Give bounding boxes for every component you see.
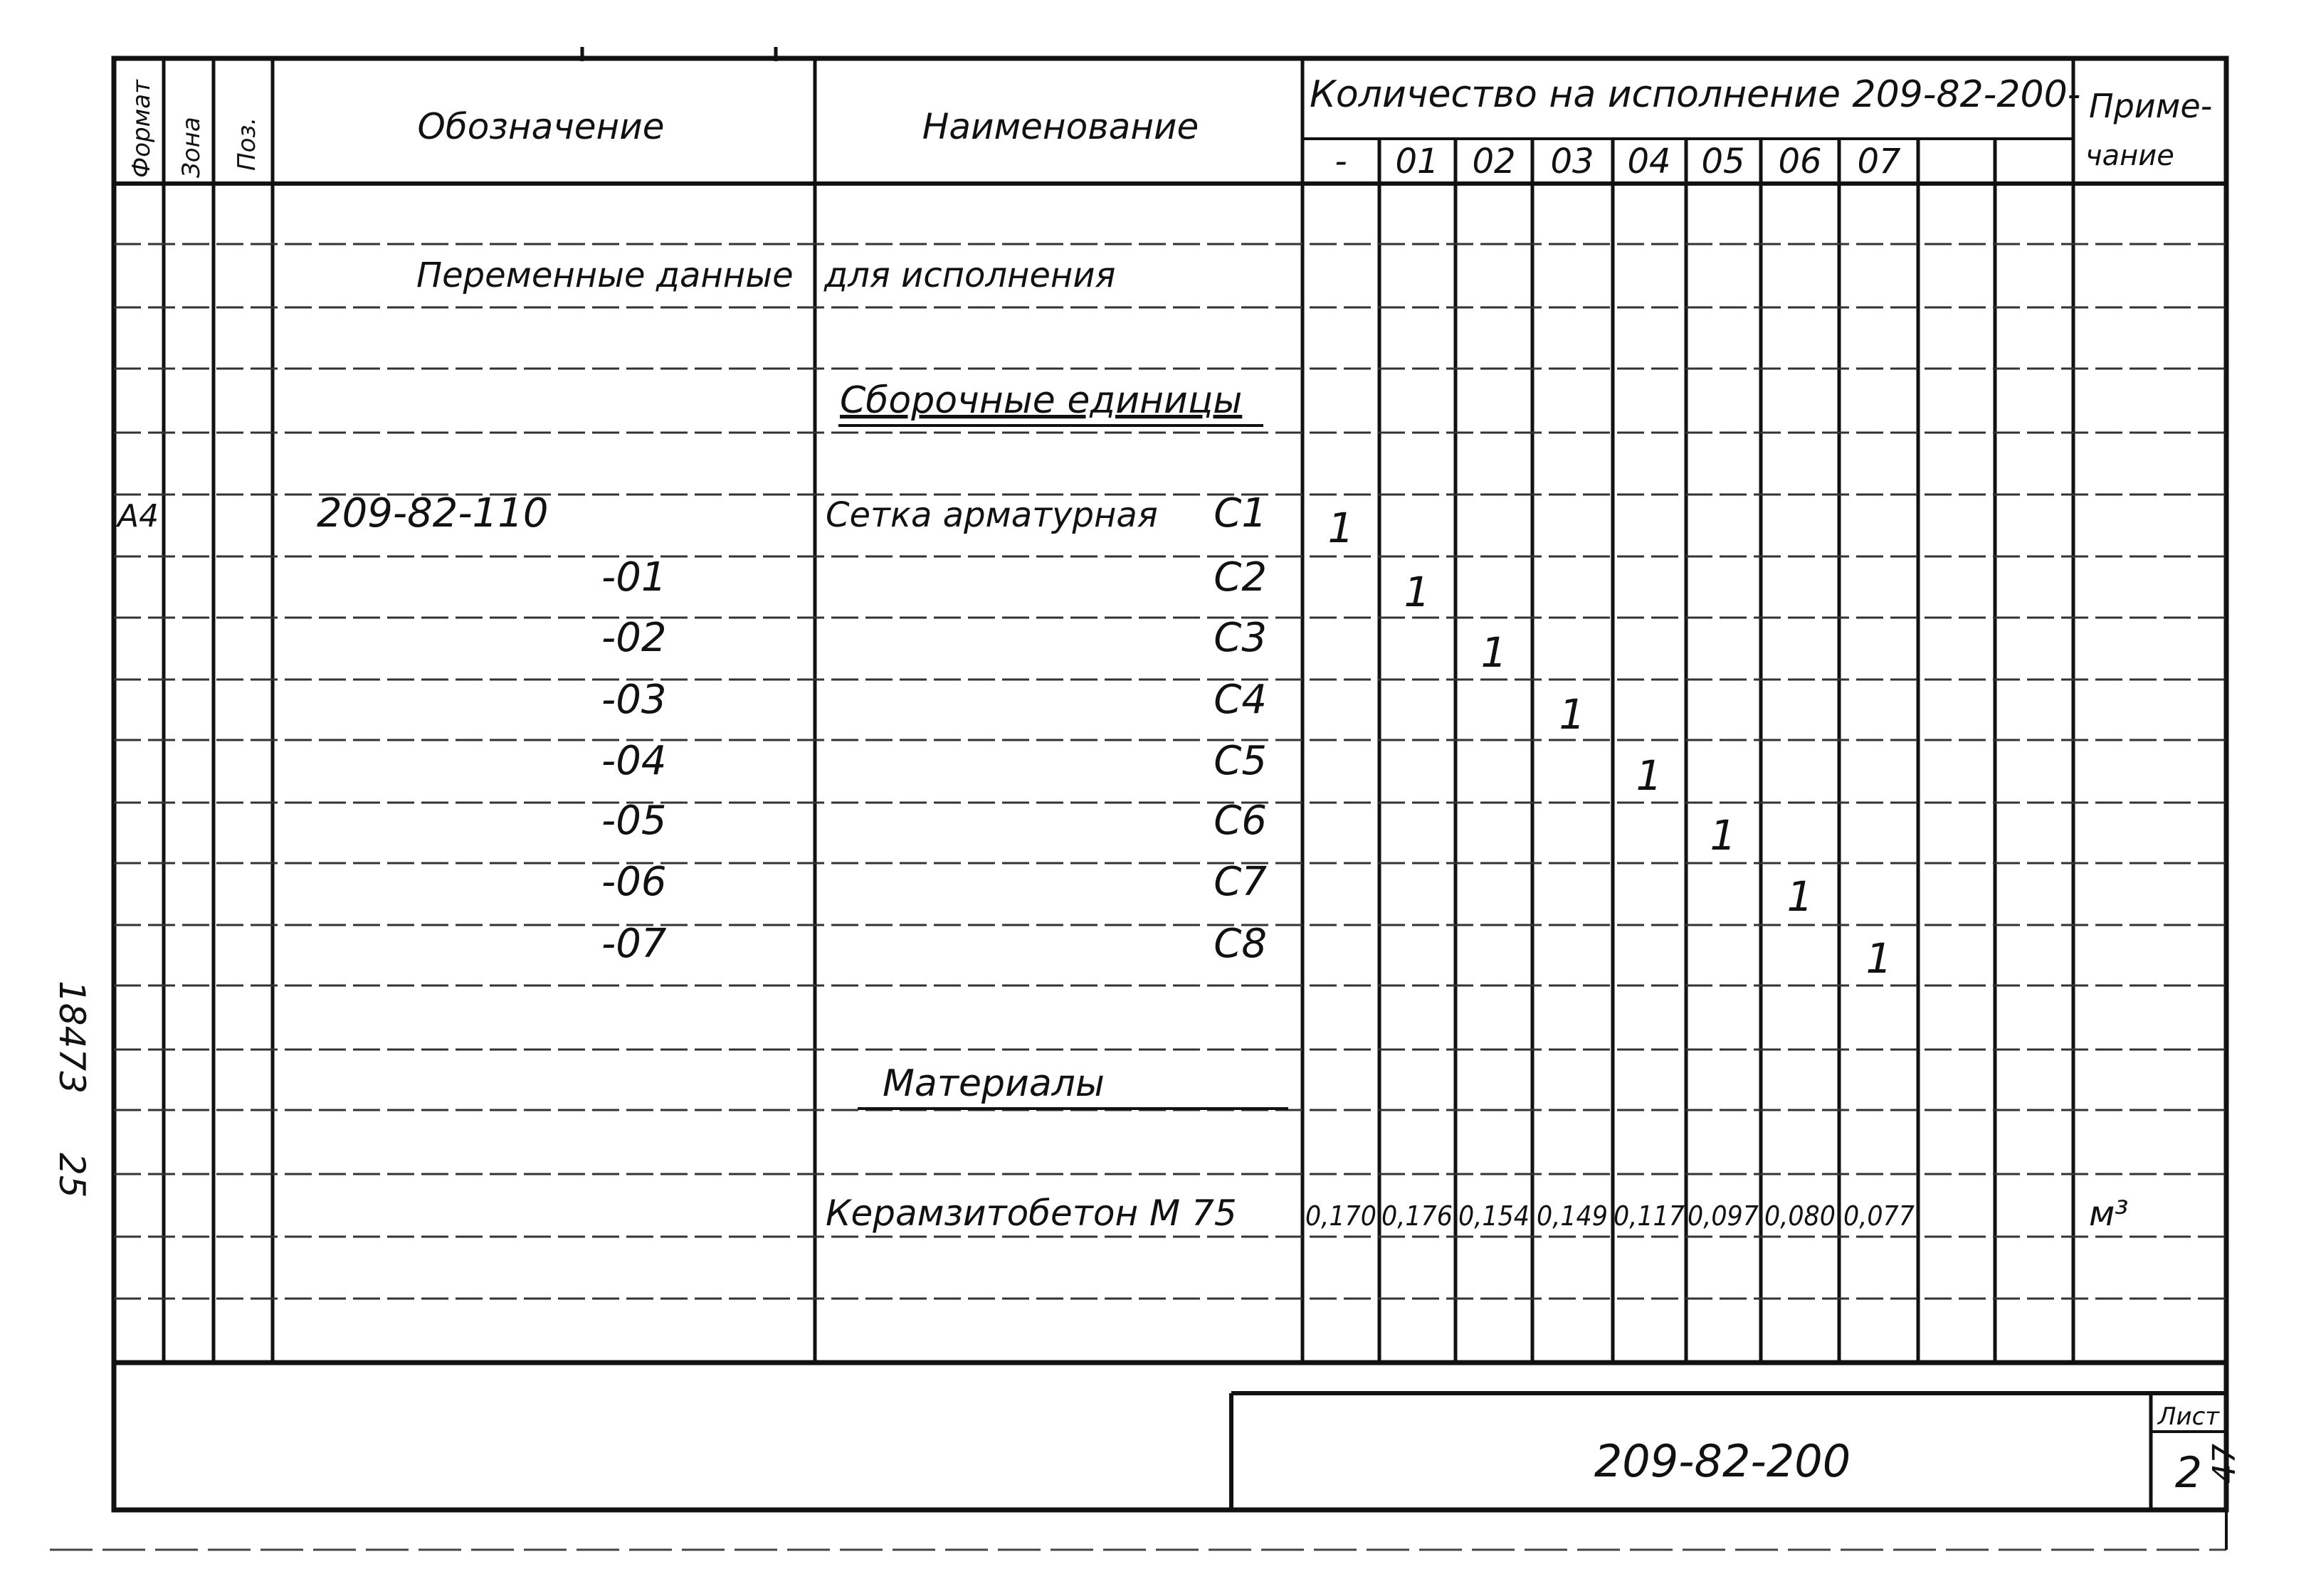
inventory-number: 18473	[51, 981, 93, 1094]
row-mark: С3	[1214, 615, 1267, 661]
row-mark: С5	[1214, 738, 1267, 784]
title-block	[1231, 1393, 2226, 1510]
margin-annotations	[50, 47, 2243, 1550]
table-row	[115, 490, 1354, 552]
row-designation: -01	[601, 554, 667, 601]
header-name: Наименование	[922, 106, 1199, 147]
variant-header: -	[1335, 142, 1347, 181]
material-value: 0,080	[1764, 1200, 1836, 1232]
row-mark: С8	[1214, 921, 1267, 967]
material-value: 0,170	[1305, 1200, 1376, 1232]
header-pos: Поз.	[233, 117, 261, 171]
row-mark: С6	[1214, 798, 1267, 844]
header-note-line1: Приме-	[2089, 87, 2213, 125]
row-mark: С7	[1214, 859, 1267, 905]
row-designation: -05	[601, 798, 667, 844]
document-code: 209-82-200	[1594, 1435, 1851, 1487]
row-designation: -03	[601, 677, 667, 723]
material-value: 0,097	[1688, 1200, 1759, 1232]
header-designation: Обозначение	[417, 106, 665, 147]
sheet-reference: 25	[51, 1153, 93, 1198]
row-qty: 1	[1636, 751, 1663, 800]
assembly-units-heading: Сборочные единицы	[840, 379, 1243, 422]
table-row	[601, 554, 1430, 616]
row-mark: С2	[1214, 554, 1267, 601]
header-zone: Зона	[177, 117, 206, 178]
material-value: 0,149	[1537, 1200, 1608, 1232]
material-value: 0,176	[1381, 1200, 1453, 1232]
row-designation: 209-82-110	[317, 490, 549, 537]
table-row	[601, 921, 1892, 983]
assembly-rows	[115, 490, 1892, 983]
material-name: Керамзитобетон М 75	[826, 1193, 1237, 1234]
table-row	[601, 677, 1585, 739]
material-values	[1305, 1200, 1915, 1232]
row-designation: -06	[601, 859, 667, 905]
row-mark: С4	[1214, 677, 1267, 723]
column-lines	[164, 58, 2073, 1363]
material-value: 0,077	[1843, 1200, 1915, 1232]
material-value: 0,117	[1614, 1200, 1685, 1232]
table-row	[601, 615, 1507, 677]
table-row	[601, 859, 1813, 921]
header-format: Формат	[127, 80, 156, 178]
sheet-label: Лист	[2157, 1402, 2220, 1431]
side-mark: 47	[2206, 1444, 2243, 1484]
variant-header: 04	[1627, 142, 1671, 181]
row-designation: -07	[601, 921, 667, 967]
material-value: 0,154	[1458, 1200, 1530, 1232]
variant-header: 07	[1857, 142, 1901, 181]
variant-header: 06	[1778, 142, 1822, 181]
variant-header: 05	[1701, 142, 1745, 181]
row-designation: -02	[601, 615, 667, 661]
table-row	[601, 798, 1736, 860]
row-name: Сетка арматурная	[826, 495, 1158, 535]
header-quantity: Количество на исполнение 209-82-200-	[1310, 73, 2081, 116]
row-qty: 1	[1865, 934, 1893, 983]
material-row	[826, 1193, 2128, 1234]
row-qty: 1	[1480, 628, 1507, 677]
material-unit: м³	[2089, 1194, 2129, 1234]
row-qty: 1	[1327, 504, 1354, 552]
row-designation: -04	[601, 738, 667, 784]
row-qty: 1	[1404, 568, 1431, 616]
variant-headers	[1335, 142, 1901, 181]
row-qty: 1	[1559, 690, 1586, 739]
row-qty: 1	[1786, 872, 1813, 921]
variable-data-right: для исполнения	[824, 255, 1116, 295]
table-row	[601, 738, 1662, 800]
variant-header: 02	[1472, 142, 1516, 181]
header-note-line2: чание	[2085, 139, 2174, 172]
row-format: А4	[117, 498, 159, 534]
row-qty: 1	[1710, 811, 1737, 860]
variable-data-left: Переменные данные	[416, 255, 794, 295]
materials-heading: Материалы	[883, 1062, 1105, 1105]
variant-header: 03	[1550, 142, 1594, 181]
variant-header: 01	[1395, 142, 1439, 181]
section-headings	[416, 255, 1288, 1109]
sheet-number: 2	[2174, 1448, 2203, 1498]
row-mark: С1	[1214, 490, 1267, 537]
